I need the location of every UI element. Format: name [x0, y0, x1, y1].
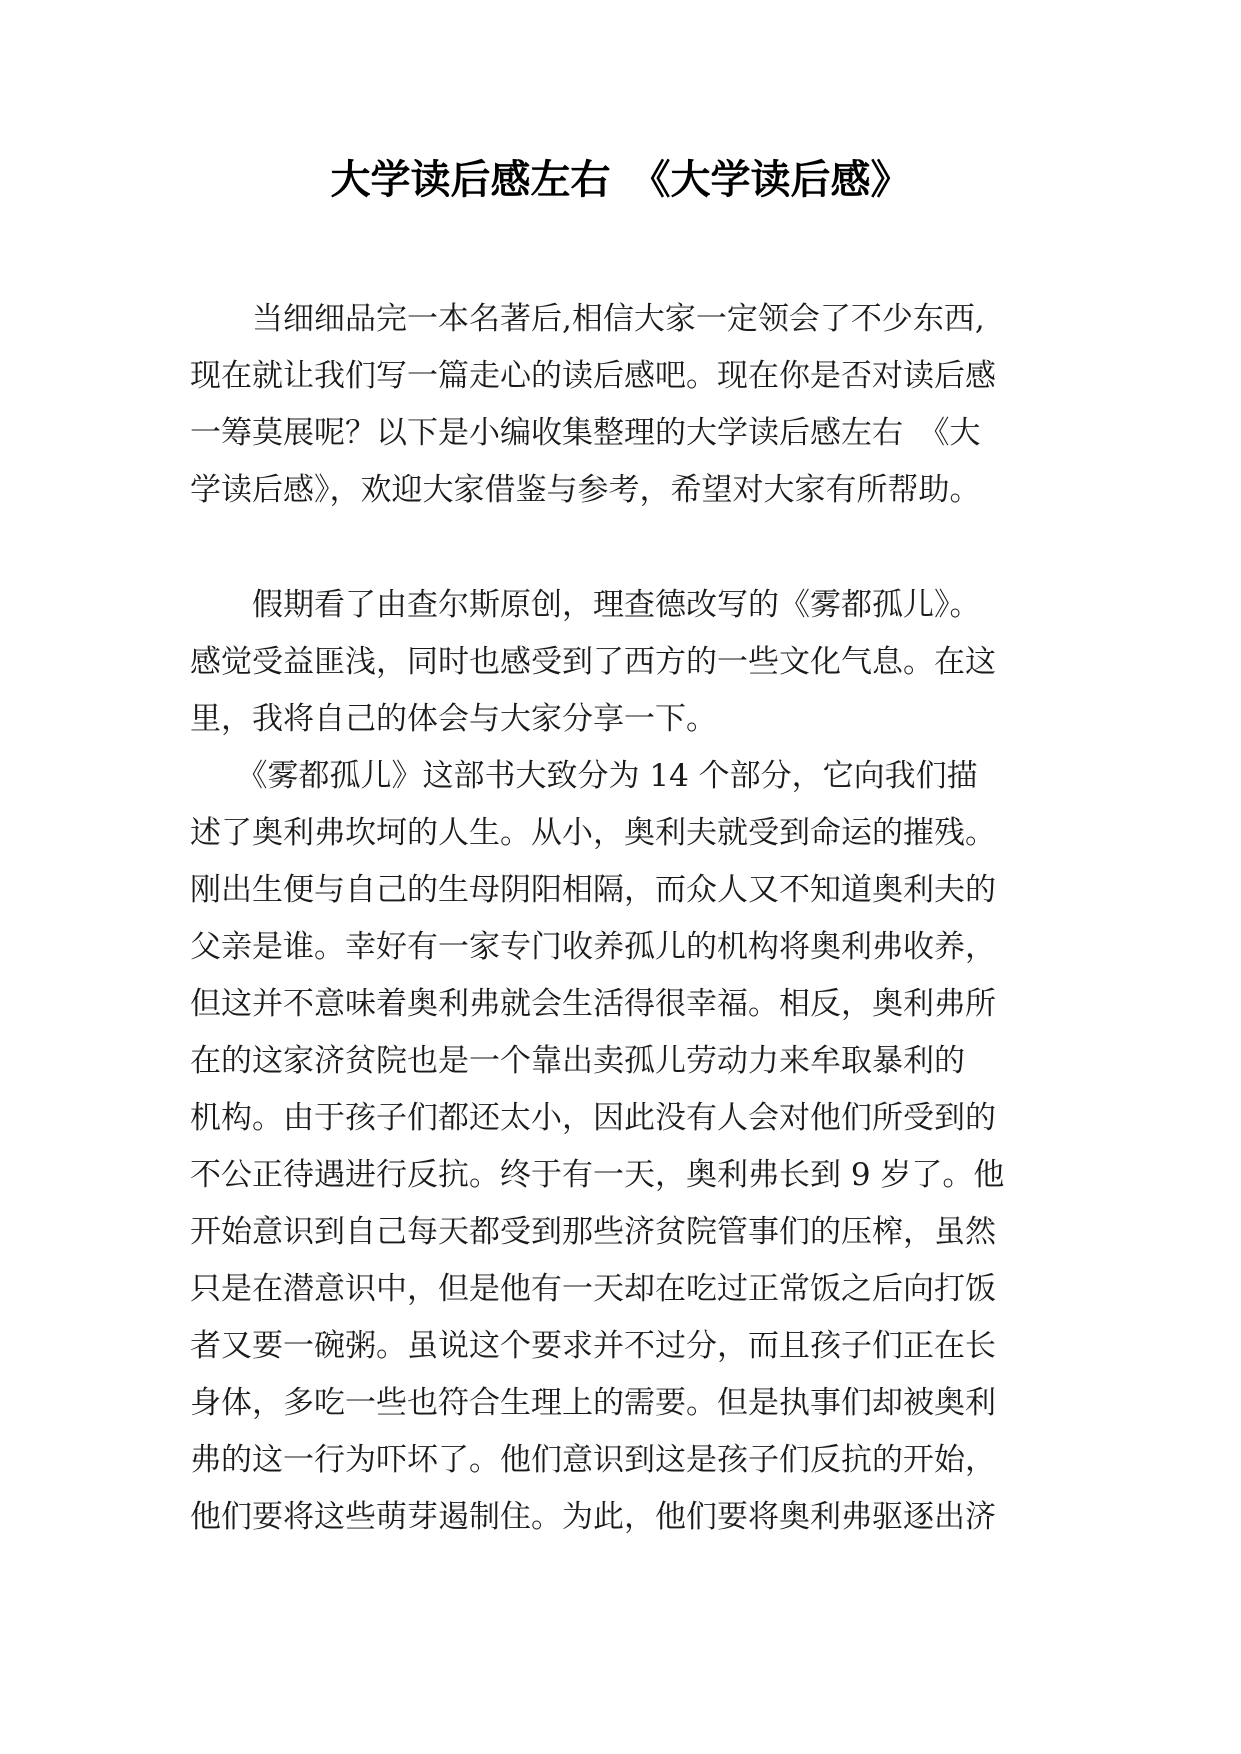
article-line: 里，我将自己的体会与大家分享一下。: [190, 701, 717, 737]
article-line: 感觉受益匪浅，同时也感受到了西方的一些文化气息。在这: [190, 644, 996, 680]
article-line: 刚出生便与自己的生母阴阳相隔，而众人又不知道奥利夫的: [190, 872, 996, 908]
article-line: 者又要一碗粥。虽说这个要求并不过分，而且孩子们正在长: [190, 1328, 996, 1364]
article-line: 在的这家济贫院也是一个靠出卖孤儿劳动力来牟取暴利的: [190, 1043, 965, 1079]
article-line: 弗的这一行为吓坏了。他们意识到这是孩子们反抗的开始，: [190, 1442, 996, 1478]
article-line: 身体，多吃一些也符合生理上的需要。但是执事们却被奥利: [190, 1385, 996, 1421]
article-line: 只是在潜意识中，但是他有一天却在吃过正常饭之后向打饭: [190, 1271, 996, 1307]
article-line: 开始意识到自己每天都受到那些济贫院管事们的压榨，虽然: [190, 1214, 996, 1250]
article-line: 但这并不意味着奥利弗就会生活得很幸福。相反，奥利弗所: [190, 986, 996, 1022]
intro-line: 学读后感》，欢迎大家借鉴与参考，希望对大家有所帮助。: [190, 472, 981, 508]
intro-line: 一筹莫展呢？以下是小编收集整理的大学读后感左右 《大: [190, 415, 981, 451]
article-line: 父亲是谁。幸好有一家专门收养孤儿的机构将奥利弗收养，: [190, 929, 996, 965]
article-line: 机构。由于孩子们都还太小，因此没有人会对他们所受到的: [190, 1100, 996, 1136]
intro-line: 现在就让我们写一篇走心的读后感吧。现在你是否对读后感: [190, 358, 996, 394]
article-line: 他们要将这些萌芽遏制住。为此，他们要将奥利弗驱逐出济: [190, 1499, 996, 1535]
article-body: [190, 577, 1080, 1546]
article-line: 《雾都孤儿》这部书大致分为 14 个部分，它向我们描: [190, 758, 978, 794]
article-line: 不公正待遇进行反抗。终于有一天，奥利弗长到 9 岁了。他: [190, 1157, 1005, 1193]
document-title: 大学读后感左右 《大学读后感》: [330, 156, 911, 203]
article-line: 假期看了由查尔斯原创，理查德改写的《雾都孤儿》。: [190, 587, 981, 623]
article-line: 述了奥利弗坎坷的人生。从小，奥利夫就受到命运的摧残。: [190, 815, 996, 851]
intro-paragraph: [190, 291, 1080, 519]
intro-line: 当细细品完一本名著后,相信大家一定领会了不少东西,: [190, 301, 985, 337]
